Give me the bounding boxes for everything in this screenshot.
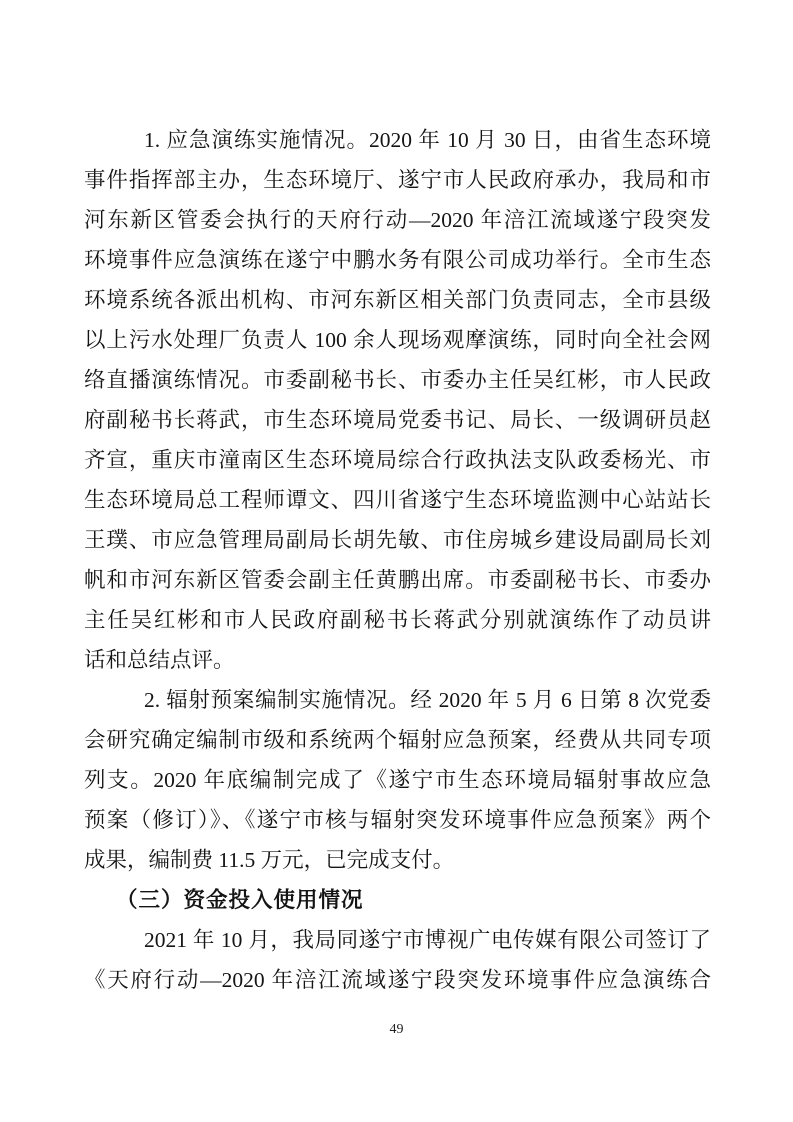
- text-line: 《天府行动—2020 年涪江流域遂宁段突发环境事件应急演练合: [84, 968, 711, 992]
- text-line: 生态环境局总工程师谭文、四川省遂宁生态环境监测中心站站长: [84, 488, 711, 512]
- text-line: 列支。2020 年底编制完成了《遂宁市生态环境局辐射事故应急: [84, 768, 711, 792]
- text-line: 络直播演练情况。市委副秘书长、市委办主任吴红彬，市人民政: [84, 368, 711, 392]
- text-line: 环境系统各派出机构、市河东新区相关部门负责同志，全市县级: [84, 288, 711, 312]
- text-line: 2021 年 10 月，我局同遂宁市博视广电传媒有限公司签订了: [144, 928, 711, 952]
- section-heading: （三）资金投入使用情况: [116, 888, 364, 912]
- text-line: 齐宣，重庆市潼南区生态环境局综合行政执法支队政委杨光、市: [84, 448, 711, 472]
- text-line: 事件指挥部主办，生态环境厅、遂宁市人民政府承办，我局和市: [84, 168, 711, 192]
- text-line: 预案（修订）》、《遂宁市核与辐射突发环境事件应急预案》两个: [84, 808, 711, 832]
- page-number: 49: [389, 1022, 404, 1037]
- text-line: 1. 应急演练实施情况。2020 年 10 月 30 日，由省生态环境: [144, 128, 711, 152]
- text-line: 会研究确定编制市级和系统两个辐射应急预案，经费从共同专项: [84, 728, 711, 752]
- text-line: 主任吴红彬和市人民政府副秘书长蒋武分别就演练作了动员讲: [84, 608, 711, 632]
- text-line: 以上污水处理厂负责人 100 余人现场观摩演练，同时向全社会网: [84, 328, 711, 352]
- text-line: 河东新区管委会执行的天府行动—2020 年涪江流域遂宁段突发: [84, 208, 711, 232]
- text-line: 府副秘书长蒋武，市生态环境局党委书记、局长、一级调研员赵: [84, 408, 711, 432]
- text-line: 环境事件应急演练在遂宁中鹏水务有限公司成功举行。全市生态: [84, 248, 711, 272]
- text-line: 王璞、市应急管理局副局长胡先敏、市住房城乡建设局副局长刘: [84, 528, 711, 552]
- text-line: 话和总结点评。: [84, 648, 235, 672]
- document-body: [84, 120, 711, 1000]
- text-line: 成果，编制费 11.5 万元，已完成支付。: [84, 848, 455, 872]
- text-line: 2. 辐射预案编制实施情况。经 2020 年 5 月 6 日第 8 次党委: [144, 688, 711, 712]
- text-line: 帆和市河东新区管委会副主任黄鹏出席。市委副秘书长、市委办: [84, 568, 711, 592]
